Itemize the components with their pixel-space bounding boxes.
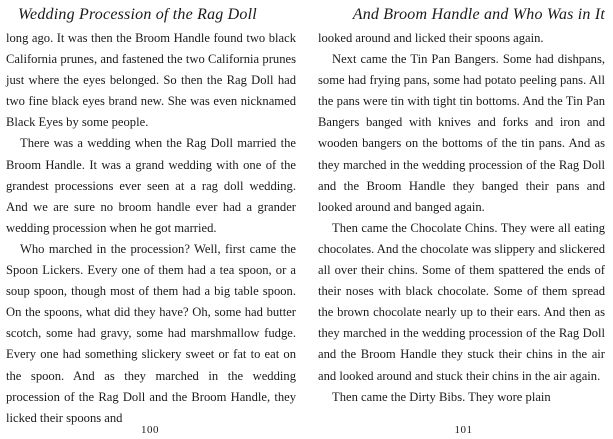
paragraph: There was a wedding when the Rag Doll married the Broom Handle. It was a grand wedding with one of the grandest processions ever seen at a rag doll wedding. And we are sure no broom handle ever had a grander wedding procession when he got married. bbox=[6, 136, 296, 235]
paragraph: Next came the Tin Pan Bangers. Some had dishpans, some had frying pans, some had potato peeling pans. All the pans were tin with tight tin bottoms. And the Tin Pan Bangers banged with knives and forks and iron and wooden bangers on the bottoms of the tin pans. And as they marched in the wedding procession of the Rag Doll and the Broom Handle they banged their pans and looked around and banged again. bbox=[318, 52, 605, 214]
right-page bbox=[314, 0, 613, 439]
left-running-head: Wedding Procession of the Rag Doll bbox=[18, 6, 257, 23]
paragraph: Then came the Dirty Bibs. They wore plain bbox=[332, 389, 551, 404]
paragraph: looked around and licked their spoons again. bbox=[318, 31, 544, 45]
left-page-number: 100 bbox=[141, 424, 159, 436]
right-running-head: And Broom Handle and Who Was in It bbox=[352, 6, 605, 23]
left-body-text bbox=[6, 28, 296, 429]
paragraph: Who marched in the procession? Well, first came the Spoon Lickers. Every one of them had a tea spoon, or a soup spoon, though most of them had a big table spoon. On the spoons, what did they have? Oh, some had butter scotch, some had gravy, some had marshmallow fudge. Every one had something slickery sweet or fat to eat on the spoon. And as they marched in the wedding procession of the Rag Doll and the Broom Handle, they licked their spoons and bbox=[6, 241, 296, 425]
left-page bbox=[0, 0, 300, 439]
paragraph: Then came the Chocolate Chins. They were all eating chocolates. And the chocolate was slippery and slickered all over their chins. Some of them spattered the ends of their noses with black chocolate. Some of them spread the brown chocolate nearly up to their ears. And then as they marched in the wedding procession of the Rag Doll and the Broom Handle they stuck their chins in the air and looked around and stuck their chins in the air again. bbox=[318, 220, 605, 383]
paragraph: long ago. It was then the Broom Handle found two black California prunes, and fastened the two California prunes just where the eyes belonged. So then the Rag Doll had two fine black eyes brand new. She was even nicknamed Black Eyes by some people. bbox=[6, 31, 296, 130]
right-page-number: 101 bbox=[454, 424, 473, 436]
right-body-text bbox=[318, 28, 605, 408]
